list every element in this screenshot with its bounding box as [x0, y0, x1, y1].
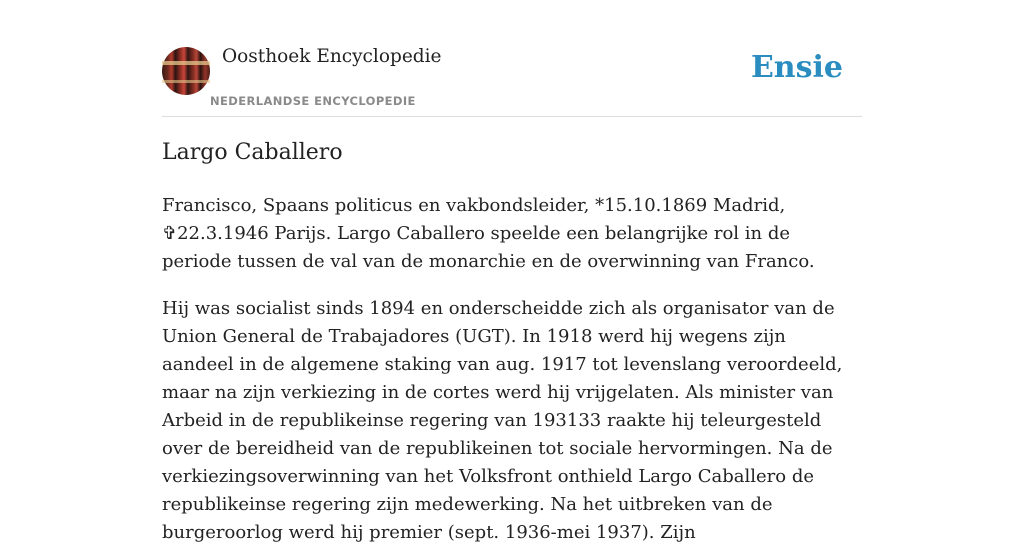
article-paragraph: Hij was socialist sinds 1894 en onderscheidde zich als organisator van de Union General de Trabajadores (UGT). In 1918 werd hij wegens zijn aandeel in de algemene staking van aug. 1917 tot levenslang veroordeeld, maar na zijn verkiezing in de cortes werd hij vrijgelaten. Als minister van Arbeid in de republikeinse regering van 193133 raakte hij teleurgesteld over de bereidheid van de republikeinen tot sociale hervormingen. Na de verkiezingsoverwinning van het Volksfront onthield Largo Caballero de republikeinse regering zijn medewerking. Na het uitbreken van de burgeroorlog werd hij premier (sept. 1936-mei 1937). Zijn — [162, 298, 843, 543]
site-name-link[interactable]: Oosthoek Encyclopedie — [222, 46, 442, 67]
article-paragraph: Francisco, Spaans politicus en vakbondsleider, *15.10.1869 Madrid, ✞22.3.1946 Parijs. Largo Caballero speelde een belangrijke rol in de periode tussen de val van de monarchie en de overwinning van Franco. — [162, 195, 815, 272]
site-subtitle: NEDERLANDSE ENCYCLOPEDIE — [210, 94, 416, 108]
book-spines-icon[interactable] — [162, 47, 210, 95]
site-header — [162, 0, 862, 117]
page-container — [162, 0, 862, 543]
ensie-logo-link[interactable]: Ensie — [750, 50, 843, 85]
article-title: Largo Caballero — [162, 140, 343, 165]
